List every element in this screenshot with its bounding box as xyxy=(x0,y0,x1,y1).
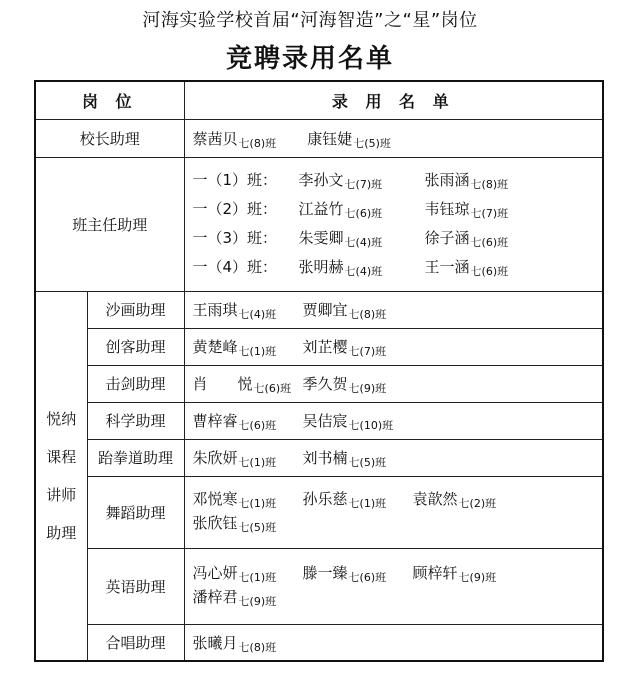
person-name: 张明赫 xyxy=(298,258,344,276)
class-label: 一（2）班： xyxy=(192,200,278,218)
person-class: 七(1)班 xyxy=(238,345,277,358)
person-class: 七(7)班 xyxy=(470,207,509,220)
position-label: 班主任助理 xyxy=(35,157,184,291)
homeroom-line xyxy=(193,195,603,224)
homeroom-line xyxy=(193,224,603,253)
person-name: 王雨琪 xyxy=(192,301,238,319)
person-class: 七(7)班 xyxy=(344,178,383,191)
header-names: 录 用 名 单 xyxy=(184,81,603,119)
person-name: 徐子涵 xyxy=(424,229,470,247)
position-label: 击剑助理 xyxy=(87,365,184,402)
names-cell xyxy=(184,291,603,328)
names-cell xyxy=(184,365,603,402)
person-class: 七(8)班 xyxy=(238,136,277,150)
person-class: 七(1)班 xyxy=(348,497,387,510)
person-class: 七(9)班 xyxy=(238,595,277,608)
person-class: 七(6)班 xyxy=(238,419,277,432)
person-name: 黄楚峰 xyxy=(192,338,238,356)
table-row xyxy=(35,548,603,624)
position-label: 英语助理 xyxy=(87,548,184,624)
person-class: 七(6)班 xyxy=(344,207,383,220)
person-class: 七(5)班 xyxy=(238,521,277,534)
person-name: 肖 悦 xyxy=(192,375,253,393)
class-label: 一（4）班： xyxy=(192,258,278,276)
person-name: 滕一臻 xyxy=(302,564,348,582)
person-class: 七(7)班 xyxy=(348,345,387,358)
person-name: 邓悦寒 xyxy=(192,490,238,508)
person-class: 七(1)班 xyxy=(238,571,277,584)
table-row xyxy=(35,365,603,402)
names-cell xyxy=(184,157,603,291)
person-name: 冯心妍 xyxy=(192,564,238,582)
person-name: 顾梓轩 xyxy=(412,564,458,582)
person-name: 李孙文 xyxy=(298,171,344,189)
table-header-row xyxy=(35,81,603,119)
person-class: 七(6)班 xyxy=(470,265,509,278)
position-label: 创客助理 xyxy=(87,328,184,365)
homeroom-line xyxy=(193,253,603,282)
person-class: 七(6)班 xyxy=(253,382,292,395)
person-name: 袁歆然 xyxy=(412,490,458,508)
person-name: 刘书楠 xyxy=(302,449,348,467)
person-name: 吴佶宸 xyxy=(302,412,348,430)
names-cell xyxy=(184,439,603,476)
person-name: 朱雯卿 xyxy=(298,229,344,247)
person-name: 张欣钰 xyxy=(192,514,238,532)
table-row xyxy=(35,624,603,661)
person-class: 七(10)班 xyxy=(348,419,394,432)
person-class: 七(5)班 xyxy=(348,456,387,469)
position-label: 舞蹈助理 xyxy=(87,476,184,548)
person-class: 七(2)班 xyxy=(458,497,497,510)
person-class: 七(4)班 xyxy=(344,236,383,249)
homeroom-line xyxy=(193,166,603,195)
person-name: 张曦月 xyxy=(192,633,238,652)
position-label: 合唱助理 xyxy=(87,624,184,661)
document-title: 竞聘录用名单 xyxy=(225,44,394,74)
person-class: 七(9)班 xyxy=(458,571,497,584)
position-label: 科学助理 xyxy=(87,402,184,439)
names-cell xyxy=(184,402,603,439)
names-cell xyxy=(184,119,603,157)
names-cell xyxy=(184,548,603,624)
class-label: 一（3）班： xyxy=(192,229,278,247)
table-row xyxy=(35,476,603,548)
person-name: 王一涵 xyxy=(424,258,470,276)
person-class: 七(8)班 xyxy=(238,640,277,654)
names-cell xyxy=(184,476,603,548)
person-name: 贾卿宜 xyxy=(302,301,348,319)
person-class: 七(1)班 xyxy=(238,497,277,510)
person-name: 曹梓睿 xyxy=(192,412,238,430)
header-position: 岗 位 xyxy=(35,81,184,119)
class-label: 一（1）班： xyxy=(192,171,278,189)
group-label-yuena: 悦纳 课程 讲师 助理 xyxy=(35,291,87,661)
table-row xyxy=(35,439,603,476)
person-name: 孙乐慈 xyxy=(302,490,348,508)
person-class: 七(8)班 xyxy=(348,308,387,321)
person-class: 七(6)班 xyxy=(348,571,387,584)
table-row xyxy=(35,291,603,328)
table-row xyxy=(35,157,603,291)
person-class: 七(8)班 xyxy=(470,178,509,191)
person-name: 潘梓君 xyxy=(192,588,238,606)
position-label: 沙画助理 xyxy=(87,291,184,328)
position-label: 跆拳道助理 xyxy=(87,439,184,476)
person-name: 张雨涵 xyxy=(424,171,470,189)
person-name: 江益竹 xyxy=(298,200,344,218)
table-row xyxy=(35,328,603,365)
person-name: 康钰婕 xyxy=(307,129,353,148)
names-cell xyxy=(184,328,603,365)
person-class: 七(9)班 xyxy=(348,382,387,395)
person-name: 蔡茜贝 xyxy=(192,129,238,148)
names-cell xyxy=(184,624,603,661)
person-class: 七(4)班 xyxy=(238,308,277,321)
person-class: 七(1)班 xyxy=(238,456,277,469)
table-row xyxy=(35,119,603,157)
person-class: 七(5)班 xyxy=(353,136,391,150)
person-class: 七(4)班 xyxy=(344,265,383,278)
person-name: 朱欣妍 xyxy=(192,449,238,467)
document-subtitle: 河海实验学校首届“河海智造”之“星”岗位 xyxy=(142,10,478,31)
person-class: 七(6)班 xyxy=(470,236,509,249)
person-name: 季久贺 xyxy=(302,375,348,393)
person-name: 韦钰琼 xyxy=(424,200,470,218)
table-row xyxy=(35,402,603,439)
results-sheet xyxy=(34,80,602,660)
position-label: 校长助理 xyxy=(35,119,184,157)
appointment-table xyxy=(34,80,604,662)
person-name: 刘芷樱 xyxy=(302,338,348,356)
